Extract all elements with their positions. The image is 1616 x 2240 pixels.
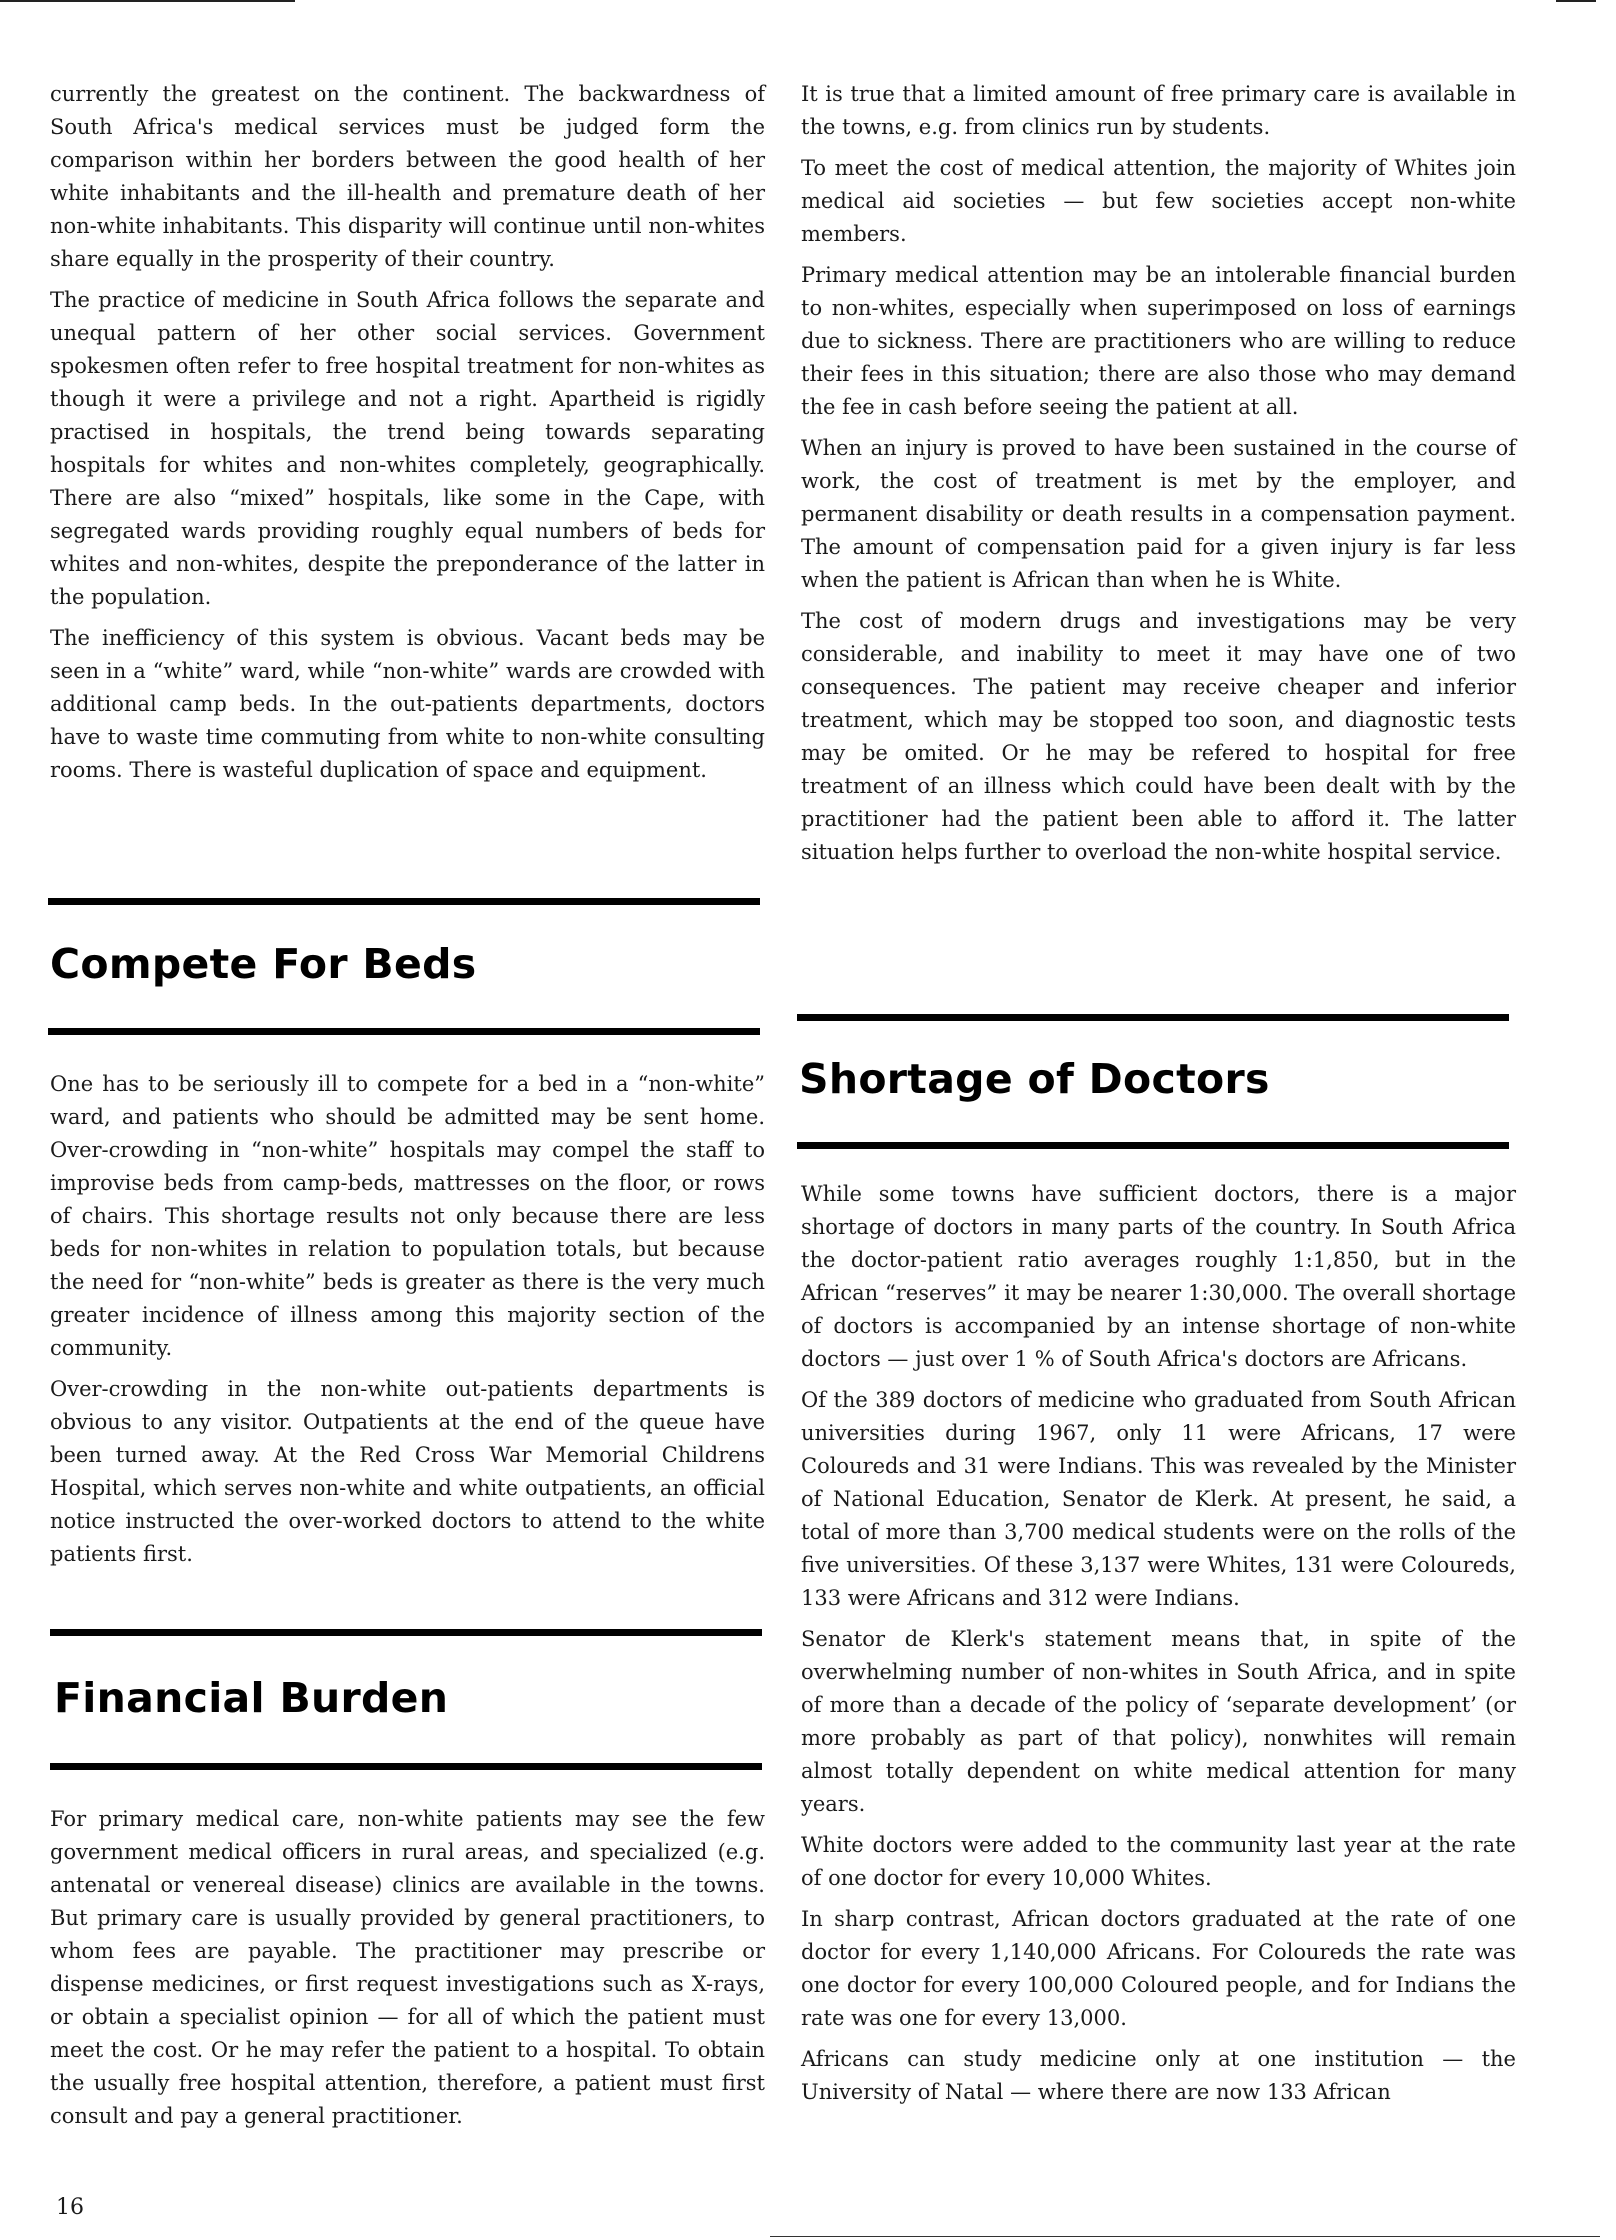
section-rule [50, 1763, 762, 1770]
top-edge-mark [1556, 0, 1596, 2]
paragraph: Primary medical attention may be an intolerable financial burden to non-whites, especially when superimposed on loss of earnings due to sickness. There are practitioners who are willing to reduce their fees in this situation; there are also those who may demand the fee in cash before seeing the patient at all. [801, 263, 1516, 419]
left-intro-text [50, 78, 765, 795]
paragraph: White doctors were added to the community last year at the rate of one doctor for every 10,000 Whites. [801, 1833, 1516, 1890]
section-rule [797, 1142, 1509, 1149]
paragraph: Africans can study medicine only at one institution — the University of Natal — where there are now 133 African [801, 2047, 1516, 2104]
section-heading-shortage-of-doctors: Shortage of Doctors [799, 1055, 1270, 1103]
compete-for-beds-text [50, 1068, 765, 1579]
financial-burden-text [50, 1803, 765, 2141]
section-rule [48, 1028, 760, 1035]
shortage-of-doctors-text [801, 1178, 1516, 2117]
paragraph: The cost of modern drugs and investigations may be very considerable, and inability to meet it may have one of two consequences. The patient may receive cheaper and inferior treatment, which may be stopped too soon, and diagnostic tests may be omited. Or he may be refered to hospital for free treatment of an illness which could have been dealt with by the practitioner had the patient been able to afford it. The latter situation helps further to overload the non-white hospital service. [801, 609, 1516, 864]
paragraph: When an injury is proved to have been sustained in the course of work, the cost of treatment is met by the employer, and permanent disability or death results in a compensation payment. The amount of compensation paid for a given injury is far less when the patient is African than when he is White. [801, 436, 1516, 592]
paragraph: It is true that a limited amount of free primary care is available in the towns, e.g. from clinics run by students. [801, 82, 1516, 139]
paragraph: One has to be seriously ill to compete for a bed in a “non-white” ward, and patients who should be admitted may be sent home. Over-crowding in “non-white” hospitals may compel the staff to improvise beds from camp-beds, mattresses on the floor, or rows of chairs. This shortage results not only because there are less beds for non-whites in relation to population totals, but because the need for “non-white” beds is greater as there is the very much greater incidence of illness among this majority section of the community. [50, 1072, 765, 1360]
top-edge-rule [0, 0, 295, 2]
page-number: 16 [56, 2195, 84, 2220]
paragraph: Senator de Klerk's statement means that, in spite of the overwhelming number of non-whites in South Africa, and in spite of more than a decade of the policy of ‘separate development’ (or more probably as part of that policy), nonwhites will remain almost totally dependent on white medical attention for many years. [801, 1627, 1516, 1816]
section-heading-compete-for-beds: Compete For Beds [50, 940, 477, 988]
paragraph: To meet the cost of medical attention, the majority of Whites join medical aid societies — but few societies accept non-white members. [801, 156, 1516, 246]
paragraph: The inefficiency of this system is obvious. Vacant beds may be seen in a “white” ward, while “non-white” wards are crowded with additional camp beds. In the out-patients departments, doctors have to waste time commuting from white to non-white consulting rooms. There is wasteful duplication of space and equipment. [50, 626, 765, 782]
paragraph: currently the greatest on the continent. The backwardness of South Africa's medical services must be judged form the comparison within her borders between the good health of her white inhabitants and the ill-health and premature death of her non-white inhabitants. This disparity will continue until non-whites share equally in the prosperity of their country. [50, 82, 765, 271]
paragraph: While some towns have sufficient doctors, there is a major shortage of doctors in many parts of the country. In South Africa the doctor-patient ratio averages roughly 1:1,850, but in the African “reserves” it may be nearer 1:30,000. The overall shortage of doctors is accompanied by an intense shortage of non-white doctors — just over 1 % of South Africa's doctors are Africans. [801, 1182, 1516, 1371]
bottom-edge-rule [770, 2236, 1600, 2237]
paragraph: Of the 389 doctors of medicine who graduated from South African universities during 1967, only 11 were Africans, 17 were Coloureds and 31 were Indians. This was revealed by the Minister of National Education, Senator de Klerk. At present, he said, a total of more than 3,700 medical students were on the rolls of the five universities. Of these 3,137 were Whites, 131 were Coloureds, 133 were Africans and 312 were Indians. [801, 1388, 1516, 1610]
paragraph: For primary medical care, non-white patients may see the few government medical officers in rural areas, and specialized (e.g. antenatal or venereal disease) clinics are available in the towns. But primary care is usually provided by general practitioners, to whom fees are payable. The practitioner may prescribe or dispense medicines, or first request investigations such as X-rays, or obtain a specialist opinion — for all of which the patient must meet the cost. Or he may refer the patient to a hospital. To obtain the usually free hospital attention, therefore, a patient must first consult and pay a general practitioner. [50, 1807, 765, 2128]
section-rule [797, 1014, 1509, 1021]
right-intro-text [801, 78, 1516, 877]
paragraph: Over-crowding in the non-white out-patients departments is obvious to any visitor. Outpatients at the end of the queue have been turned away. At the Red Cross War Memorial Childrens Hospital, which serves non-white and white outpatients, an official notice instructed the over-worked doctors to attend to the white patients first. [50, 1377, 765, 1566]
section-heading-financial-burden: Financial Burden [54, 1674, 449, 1722]
paragraph: The practice of medicine in South Africa follows the separate and unequal pattern of her other social services. Government spokesmen often refer to free hospital treatment for non-whites as though it were a privilege and not a right. Apartheid is rigidly practised in hospitals, the trend being towards separating hospitals for whites and non-whites completely, geographically. There are also “mixed” hospitals, like some in the Cape, with segregated wards providing roughly equal numbers of beds for whites and non-whites, despite the preponderance of the latter in the population. [50, 288, 765, 609]
section-rule [48, 898, 760, 905]
paragraph: In sharp contrast, African doctors graduated at the rate of one doctor for every 1,140,000 Africans. For Coloureds the rate was one doctor for every 100,000 Coloured people, and for Indians the rate was one for every 13,000. [801, 1907, 1516, 2030]
section-rule [50, 1629, 762, 1636]
